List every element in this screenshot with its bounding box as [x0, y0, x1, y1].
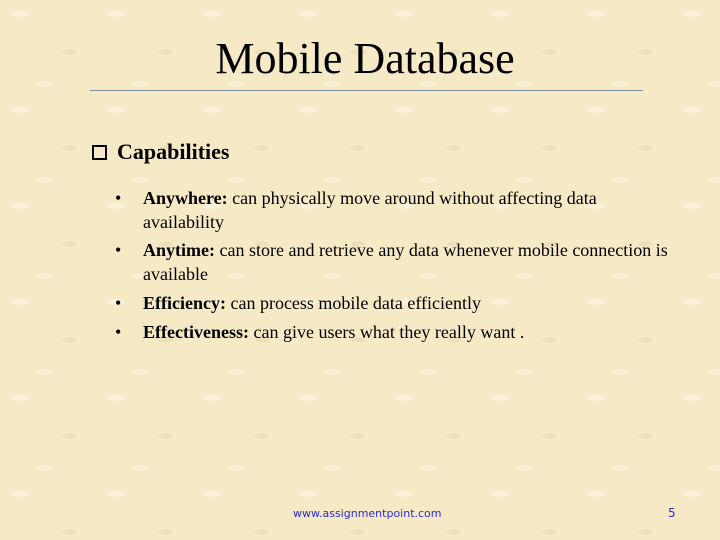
bullet-description: can physically move around without affecting data availability	[143, 188, 597, 232]
bullet-item-efficiency	[115, 291, 675, 315]
bullet-dot: •	[115, 293, 122, 313]
bullet-description: can store and retrieve any data whenever mobile connection is available	[143, 240, 668, 284]
bullet-text	[143, 238, 675, 286]
bullet-dot: •	[115, 188, 122, 208]
bullet-item-anytime	[115, 238, 675, 286]
footer-url: www.assignmentpoint.com	[293, 507, 442, 520]
title-divider	[90, 90, 643, 91]
slide-title: Mobile Database	[215, 34, 515, 83]
bullet-dot: •	[115, 240, 122, 260]
bullet-text	[143, 291, 675, 315]
bullet-term: Anywhere:	[143, 188, 228, 208]
checkbox-icon	[92, 145, 107, 160]
bullet-text	[143, 320, 675, 344]
page-number: 5	[668, 506, 676, 520]
bullet-term: Efficiency:	[143, 293, 226, 313]
bullet-item-anywhere	[115, 186, 675, 234]
bullet-term: Effectiveness:	[143, 322, 249, 342]
section-heading	[92, 138, 229, 166]
bullet-description: can give users what they really want .	[248, 322, 525, 342]
bullet-description: can process mobile data efficiently	[225, 293, 482, 313]
section-heading-label: Capabilities	[117, 139, 230, 164]
bullet-term: Anytime:	[143, 240, 215, 260]
bullet-text	[143, 186, 675, 234]
bullet-dot: •	[115, 322, 122, 342]
bullet-item-effectiveness	[115, 320, 675, 344]
